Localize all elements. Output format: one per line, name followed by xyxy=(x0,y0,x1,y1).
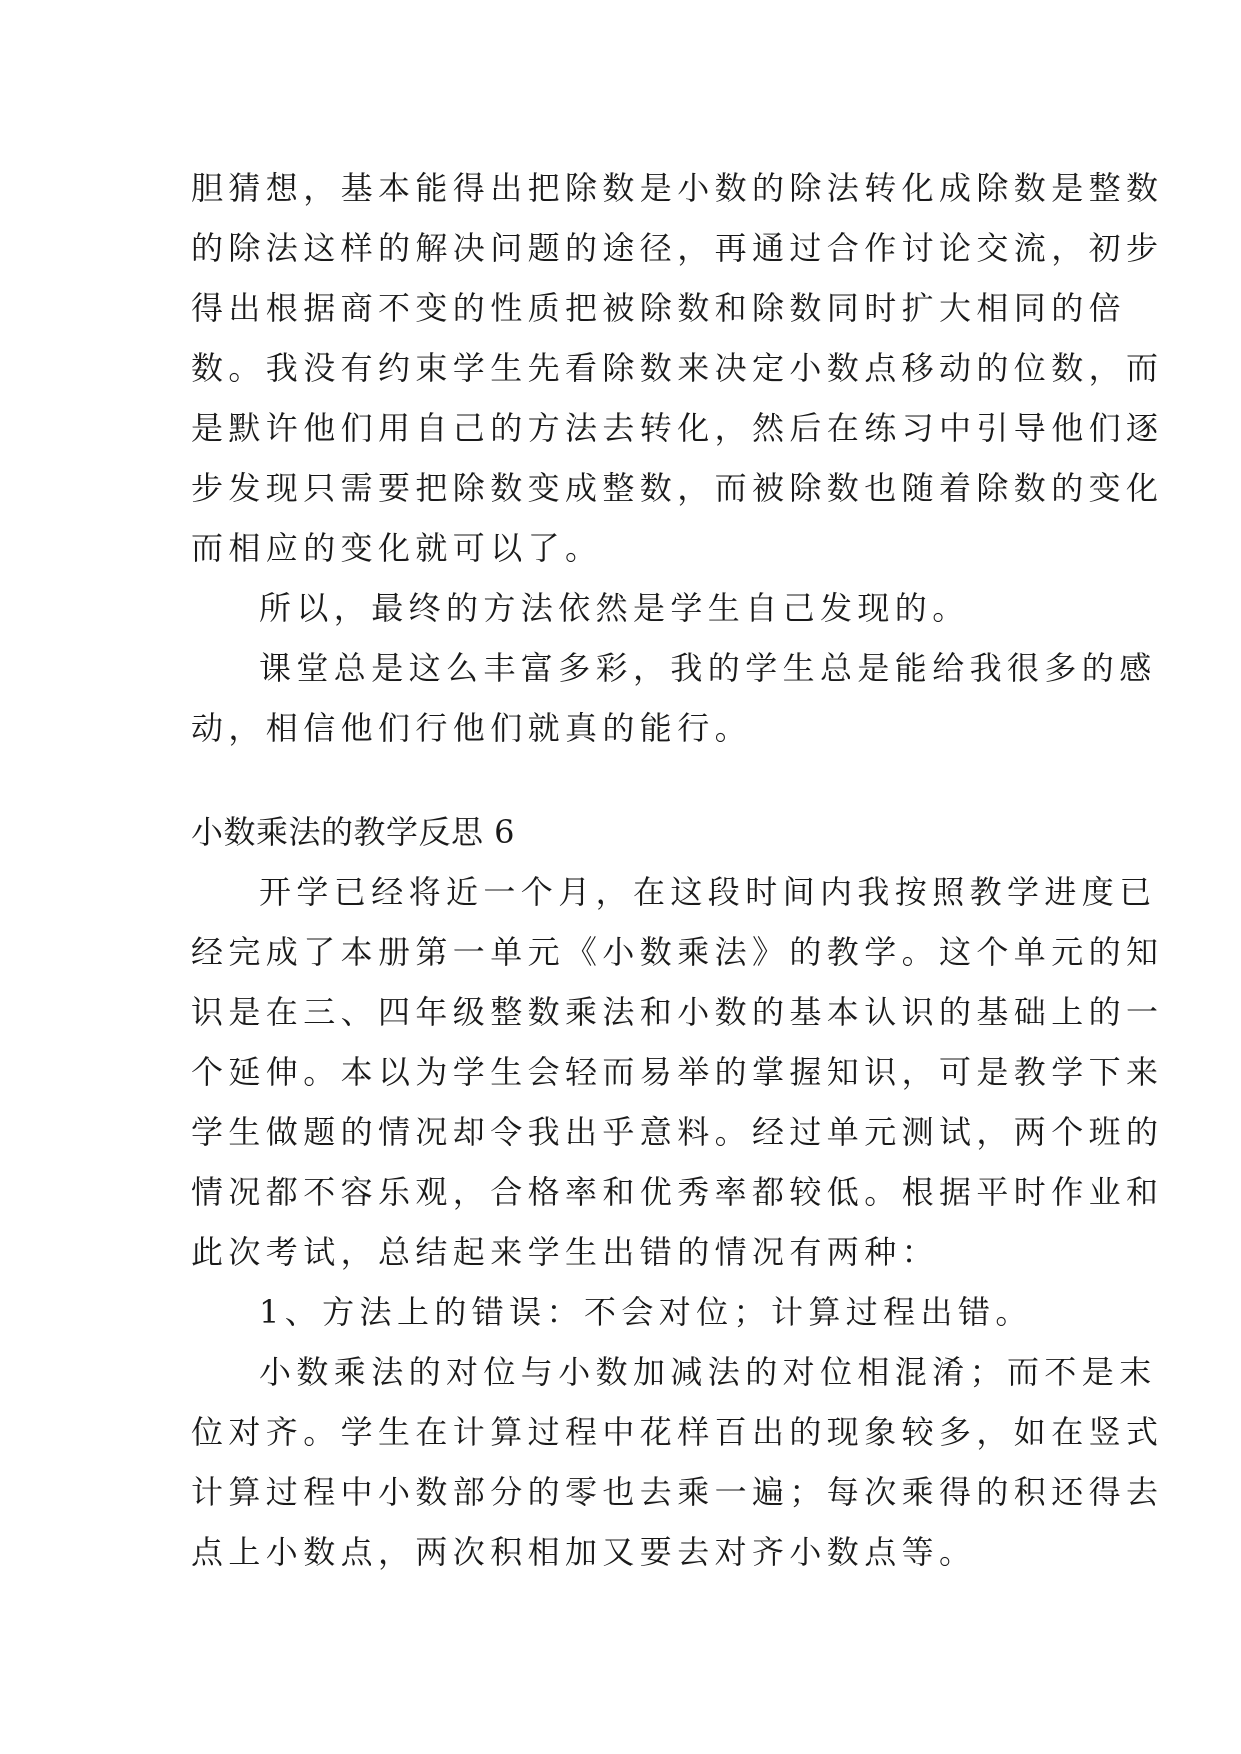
text-line: 小数乘法的对位与小数加减法的对位相混淆；而不是末 xyxy=(259,1353,1157,1391)
text-line: 动，相信他们行他们就真的能行。 xyxy=(191,709,753,747)
paragraph xyxy=(191,1342,1164,1582)
text-line: 1、方法上的错误：不会对位；计算过程出错。 xyxy=(259,1293,1033,1331)
text-line: 计算过程中小数部分的零也去乘一遍；每次乘得的积还得去 xyxy=(191,1473,1164,1511)
text-line: 学生做题的情况却令我出乎意料。经过单元测试，两个班的 xyxy=(191,1113,1164,1151)
paragraph xyxy=(191,578,1053,638)
text-line: 胆猜想，基本能得出把除数是小数的除法转化成除数是整数 xyxy=(191,169,1164,207)
document-body xyxy=(191,158,1164,1582)
text-line: 位对齐。学生在计算过程中花样百出的现象较多，如在竖式 xyxy=(191,1413,1164,1451)
text-line: 个延伸。本以为学生会轻而易举的掌握知识，可是教学下来 xyxy=(191,1053,1164,1091)
text-line: 是默许他们用自己的方法去转化，然后在练习中引导他们逐 xyxy=(191,409,1164,447)
text-line: 点上小数点，两次积相加又要去对齐小数点等。 xyxy=(191,1533,977,1571)
text-line: 所以，最终的方法依然是学生自己发现的。 xyxy=(259,589,970,627)
text-line: 经完成了本册第一单元《小数乘法》的教学。这个单元的知 xyxy=(191,933,1164,971)
paragraph-continuation xyxy=(191,158,1164,578)
text-line: 课堂总是这么丰富多彩，我的学生总是能给我很多的感 xyxy=(259,649,1157,687)
text-line: 的除法这样的解决问题的途径，再通过合作讨论交流，初步 xyxy=(191,229,1164,267)
text-line: 步发现只需要把除数变成整数，而被除数也随着除数的变化 xyxy=(191,469,1164,507)
text-line: 数。我没有约束学生先看除数来决定小数点移动的位数，而 xyxy=(191,349,1164,387)
text-line: 而相应的变化就可以了。 xyxy=(191,529,603,567)
paragraph xyxy=(191,1282,1053,1342)
text-line: 情况都不容乐观，合格率和优秀率都较低。根据平时作业和 xyxy=(191,1173,1164,1211)
paragraph xyxy=(191,862,1164,1282)
text-line: 识是在三、四年级整数乘法和小数的基本认识的基础上的一 xyxy=(191,993,1164,1031)
text-line: 此次考试，总结起来学生出错的情况有两种： xyxy=(191,1233,940,1271)
text-line: 得出根据商不变的性质把被除数和除数同时扩大相同的倍 xyxy=(191,289,1127,327)
section-title: 小数乘法的教学反思 6 xyxy=(191,813,516,851)
paragraph xyxy=(191,638,1157,758)
text-line: 开学已经将近一个月，在这段时间内我按照教学进度已 xyxy=(259,873,1157,911)
